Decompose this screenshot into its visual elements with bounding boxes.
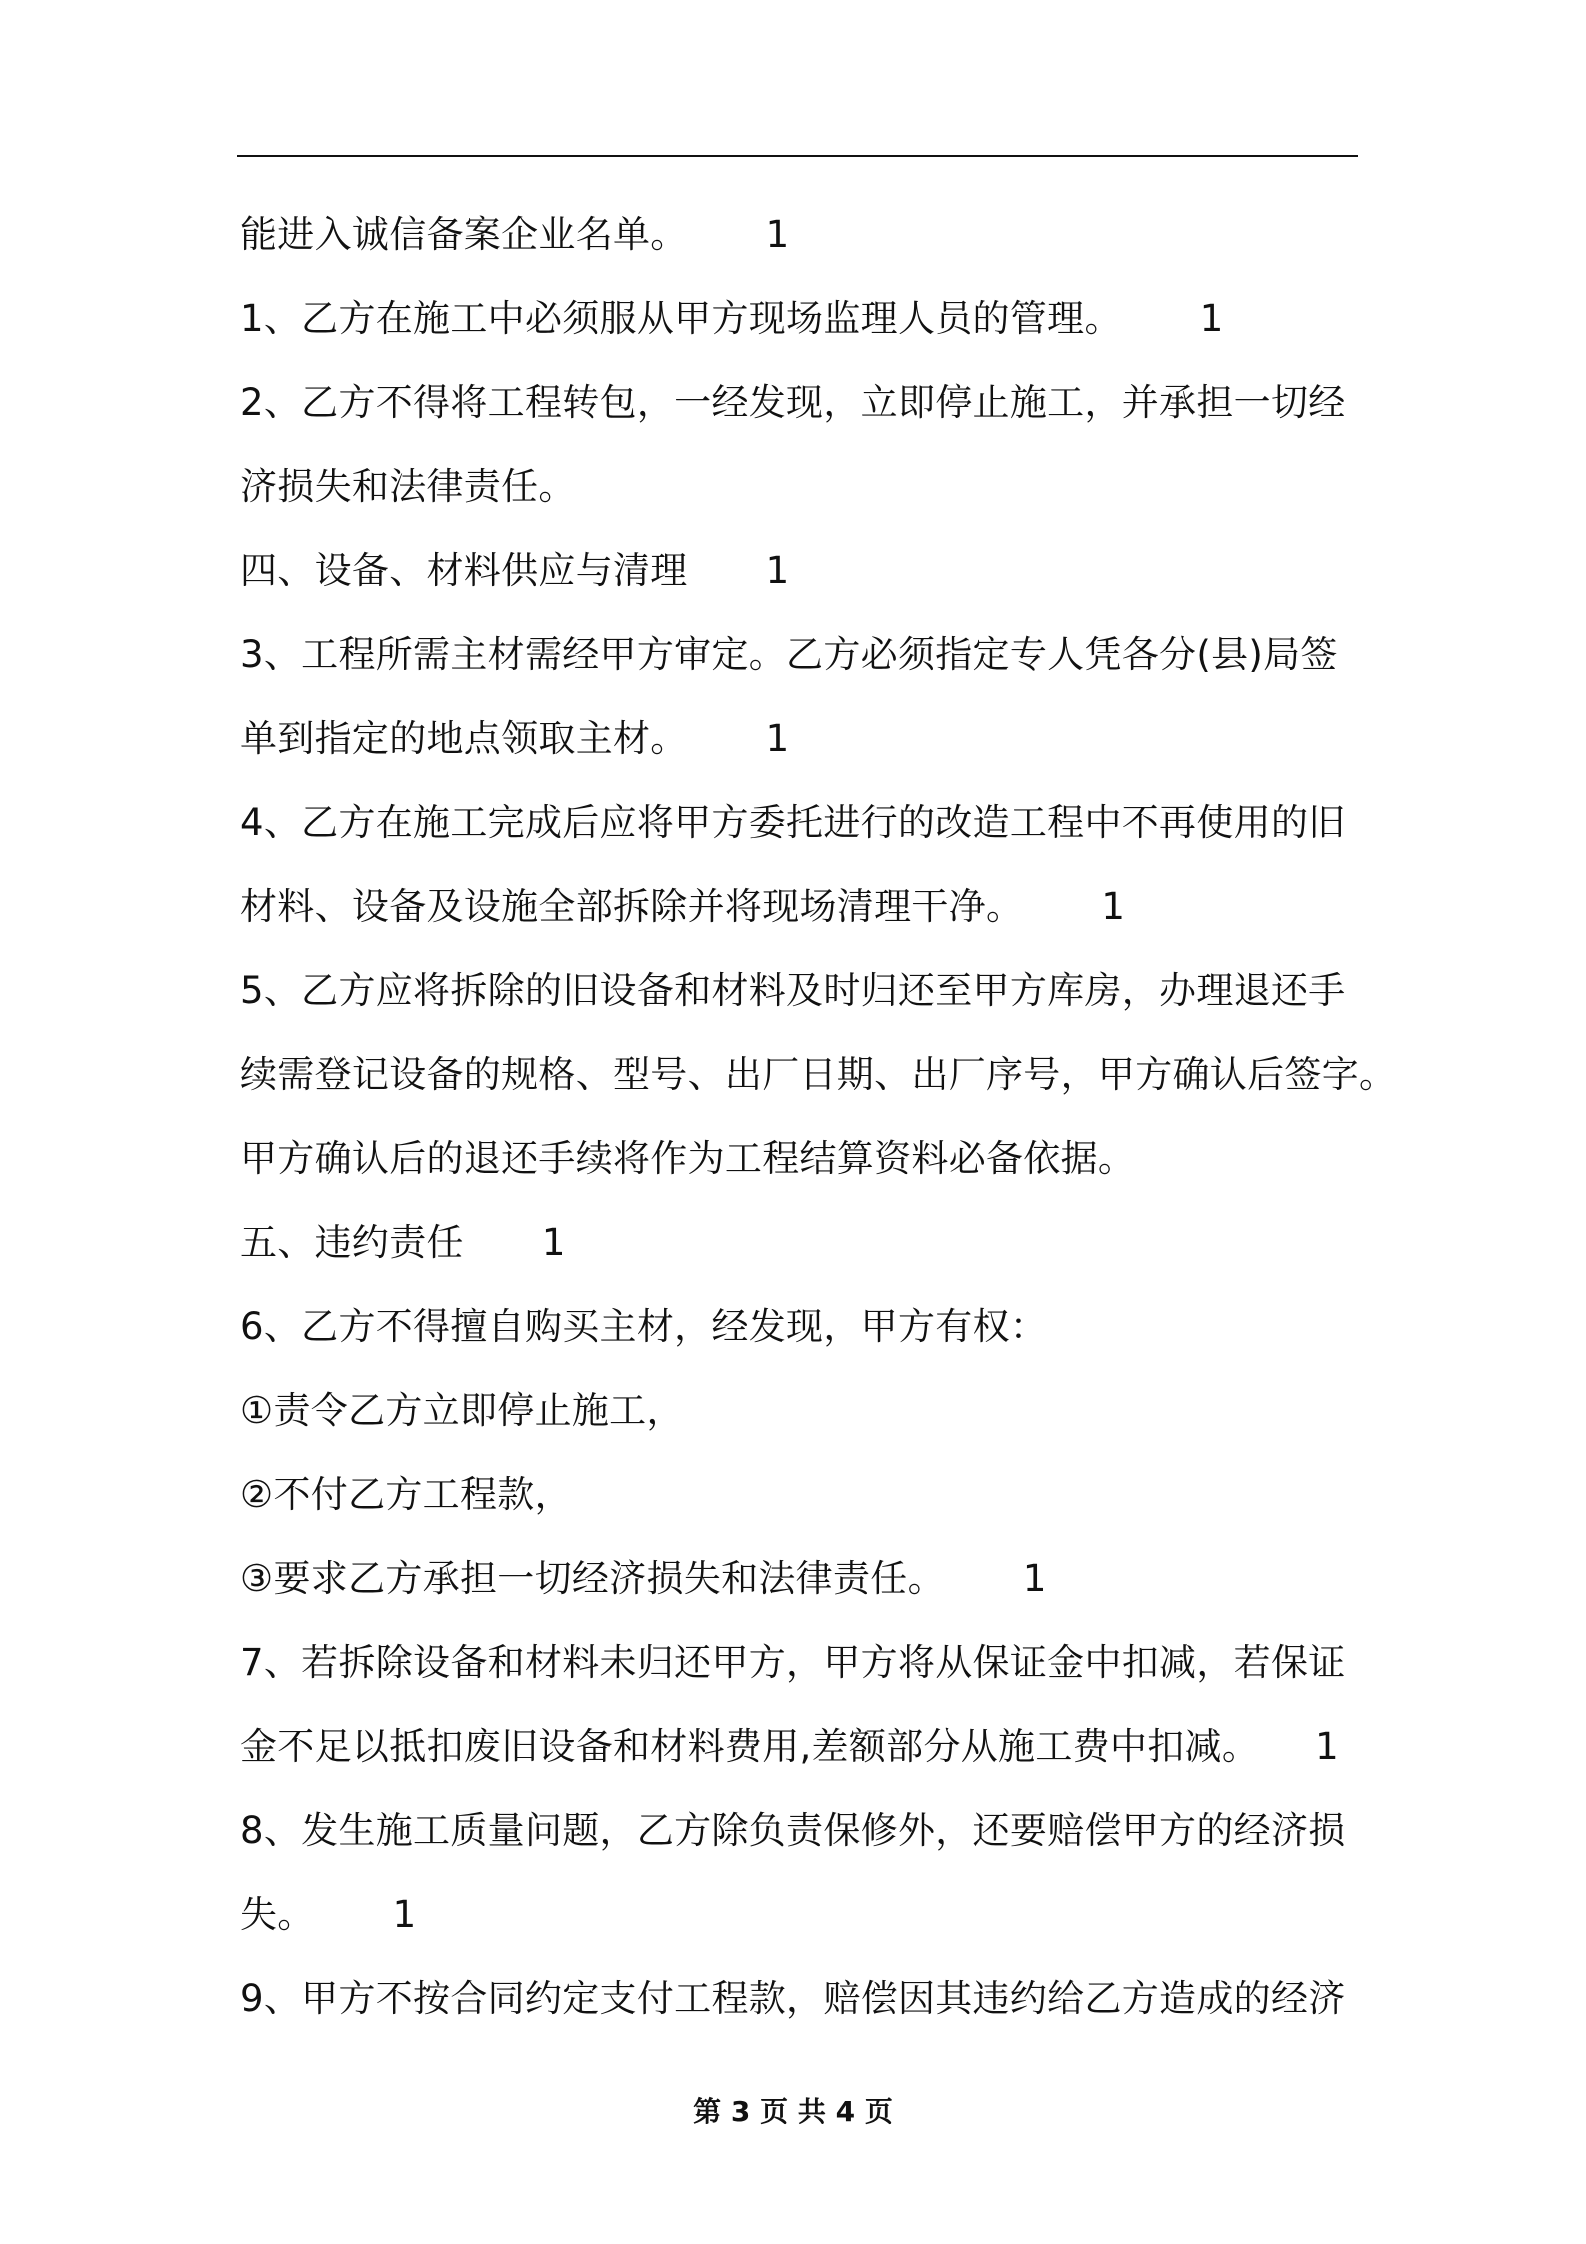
- line-text: 6、乙方不得擅自购买主材，经发现，甲方有权：: [240, 1305, 1048, 1348]
- line-text: 能进入诚信备案企业名单。: [240, 213, 688, 256]
- line-marker: 1: [1101, 885, 1126, 928]
- line-marker: 1: [1199, 297, 1224, 340]
- line-text: ②不付乙方工程款，: [240, 1473, 572, 1516]
- line-marker: 1: [1315, 1725, 1340, 1768]
- document-line: [240, 277, 1365, 361]
- line-text: 甲方确认后的退还手续将作为工程结算资料必备依据。: [240, 1137, 1136, 1180]
- line-text: 金不足以抵扣废旧设备和材料费用,差额部分从施工费中扣减。: [240, 1725, 1260, 1768]
- document-line: [240, 1201, 1365, 1285]
- document-line: [240, 1873, 1365, 1957]
- document-line: [240, 529, 1365, 613]
- line-marker: 1: [392, 1893, 417, 1936]
- line-text: 7、若拆除设备和材料未归还甲方，甲方将从保证金中扣减，若保证: [240, 1641, 1346, 1684]
- line-marker: 1: [765, 549, 790, 592]
- line-marker: 1: [541, 1221, 566, 1264]
- document-line: [240, 361, 1365, 445]
- line-text: 单到指定的地点领取主材。: [240, 717, 688, 760]
- document-body: [240, 193, 1397, 2041]
- document-line: [240, 1537, 1365, 1621]
- document-line: [240, 1789, 1365, 1873]
- document-line: [240, 1369, 1365, 1453]
- document-line: [240, 1285, 1365, 1369]
- line-text: 材料、设备及设施全部拆除并将现场清理干净。: [240, 885, 1024, 928]
- line-text: 1、乙方在施工中必须服从甲方现场监理人员的管理。: [240, 297, 1122, 340]
- document-line: [240, 697, 1365, 781]
- document-line: [240, 1117, 1365, 1201]
- document-line: [240, 193, 1365, 277]
- line-text: 失。: [240, 1893, 315, 1936]
- line-marker: 1: [765, 213, 790, 256]
- line-text: 4、乙方在施工完成后应将甲方委托进行的改造工程中不再使用的旧: [240, 801, 1346, 844]
- line-text: 8、发生施工质量问题，乙方除负责保修外，还要赔偿甲方的经济损: [240, 1809, 1346, 1852]
- line-text: 五、违约责任: [240, 1221, 464, 1264]
- line-marker: 1: [1022, 1557, 1047, 1600]
- line-text: 济损失和法律责任。: [240, 465, 576, 508]
- document-line: [240, 1705, 1365, 1789]
- header-rule: [237, 155, 1358, 157]
- document-line: [240, 1621, 1365, 1705]
- page-footer: 第 3 页 共 4 页: [693, 2095, 893, 2128]
- document-line: [240, 1033, 1397, 1117]
- document-line: [240, 781, 1365, 865]
- line-text: ③要求乙方承担一切经济损失和法律责任。: [240, 1557, 945, 1600]
- line-text: 3、工程所需主材需经甲方审定。乙方必须指定专人凭各分(县)局签: [240, 633, 1338, 676]
- document-line: [240, 445, 1365, 529]
- line-text: 续需登记设备的规格、型号、出厂日期、出厂序号，甲方确认后签字。: [240, 1053, 1397, 1096]
- document-line: [240, 1957, 1365, 2041]
- line-text: 2、乙方不得将工程转包，一经发现，立即停止施工，并承担一切经: [240, 381, 1346, 424]
- line-text: 5、乙方应将拆除的旧设备和材料及时归还至甲方库房，办理退还手: [240, 969, 1346, 1012]
- document-line: [240, 1453, 1365, 1537]
- line-text: ①责令乙方立即停止施工，: [240, 1389, 684, 1432]
- document-line: [240, 949, 1365, 1033]
- line-marker: 1: [765, 717, 790, 760]
- document-line: [240, 865, 1365, 949]
- document-line: [240, 613, 1365, 697]
- line-text: 四、设备、材料供应与清理: [240, 549, 688, 592]
- line-text: 9、甲方不按合同约定支付工程款，赔偿因其违约给乙方造成的经济: [240, 1977, 1346, 2020]
